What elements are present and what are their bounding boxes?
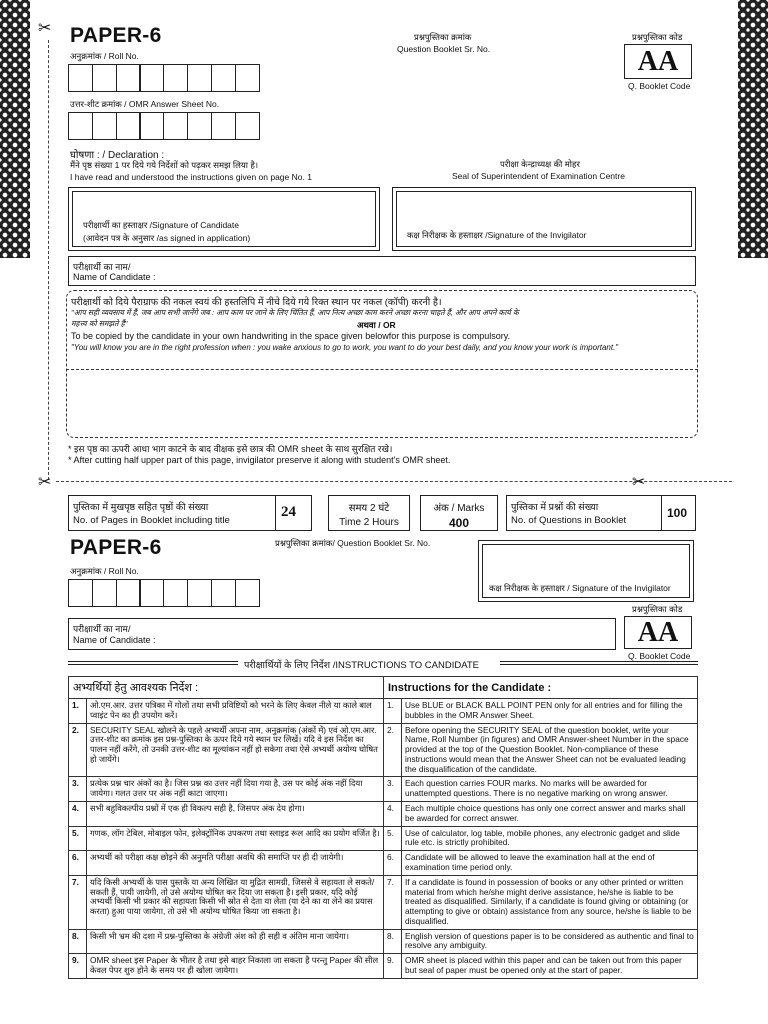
instruction-number-hi: 6. bbox=[69, 851, 87, 876]
instruction-text-en: Candidate will be allowed to leave the examination hall at the end of examination time period only. bbox=[402, 851, 698, 876]
instruction-number-en: 6. bbox=[384, 851, 402, 876]
name-en-lower: Name of Candidate : bbox=[73, 635, 156, 645]
sig-candidate-1: परीक्षार्थी का हस्ताक्षर /Signature of Candidate bbox=[83, 220, 239, 230]
candidate-name-box-lower[interactable] bbox=[68, 618, 616, 650]
roll-number-boxes-lower[interactable] bbox=[68, 579, 259, 607]
sig-invigilator-2: कक्ष निरीक्षक के हस्ताक्षर / Signature of the Invigilator bbox=[489, 583, 671, 593]
instruction-text-en: If a candidate is found in possession of books or any other printed or written material from which he/she might derive assistance, he/she is liable to be treated as disqualified. Similarly, if a candidate is found giving or obtaining (or attempting to give or obtain) assistance from any source, he/she is liable to be disqualified. bbox=[402, 875, 698, 929]
instruction-number-hi: 7. bbox=[69, 875, 87, 929]
instruction-text-en: English version of questions paper is to be considered as authentic and final to resolve any ambiguity. bbox=[402, 929, 698, 954]
note-hi: * इस पृष्ठ का ऊपरी आधा भाग काटने के बाद वीक्षक इसे छात्र की OMR sheet के साथ सुरक्षित रखे। bbox=[68, 444, 393, 454]
instruction-text-en: Each multiple choice questions has only one correct answer and marks shall be awarded for correct answer. bbox=[402, 802, 698, 827]
time-hi: समय 2 घंटे bbox=[348, 503, 390, 514]
candidate-signature-box[interactable] bbox=[68, 187, 380, 251]
pages-en: No. of Pages in Booklet including title bbox=[73, 515, 230, 526]
instruction-row bbox=[69, 929, 698, 954]
marks-label: अंक / Marks bbox=[433, 503, 485, 514]
instruction-number-en: 5. bbox=[384, 826, 402, 851]
instruction-row bbox=[69, 851, 698, 876]
cut-line-horizontal bbox=[56, 481, 732, 482]
copy-hi: परीक्षार्थी को दिये पैराग्राफ की नकल स्वयं की हस्तलिपि में नीचे दिये गये रिक्त स्थान पर नकल (कॉपी) करनी है। bbox=[71, 297, 442, 308]
instruction-number-hi: 2. bbox=[69, 723, 87, 777]
instruction-text-hi: गणक, लॉग टेबिल, मोबाइल फोन, इलेक्ट्रॉनिक उपकरण तथा स्लाइड रूल आदि का प्रयोग वर्जित है। bbox=[87, 826, 384, 851]
instructions-rule-left bbox=[68, 661, 238, 665]
omr-label: उत्तर-शीट क्रमांक / OMR Answer Sheet No. bbox=[70, 99, 220, 109]
copy-paragraph-box[interactable] bbox=[66, 290, 698, 438]
invigilator-signature-box-lower[interactable] bbox=[478, 540, 694, 602]
cut-line-vertical bbox=[48, 40, 49, 480]
questions-divider bbox=[661, 496, 662, 530]
page-title-lower: PAPER-6 bbox=[70, 536, 162, 559]
instruction-row bbox=[69, 699, 698, 724]
instruction-number-en: 2. bbox=[384, 723, 402, 777]
instruction-text-hi: SECURITY SEAL खोलने के पहले अभ्यर्थी अपना नाम, अनुक्रमांक (अंकों में) एवं ओ.एम.आर. उत्तर-शीट का क्रमांक इस प्रश्न-पुस्तिका के ऊपर दिये गये स्थान पर लिखें। यदि वे इस निर्देश का पालन नहीं करेंगे, तो उनकी उत्तर-शीट का मूल्यांकन नहीं हो सकेगा तथा ऐसे अभ्यर्थी अयोग्य घोषित हो जायेंगे। bbox=[87, 723, 384, 777]
candidate-name-box[interactable] bbox=[68, 256, 696, 286]
booklet-sr-hi: प्रश्नपुस्तिका क्रमांक bbox=[414, 32, 472, 42]
instruction-text-en: Use BLUE or BLACK BALL POINT PEN only for all entries and for filling the bubbles in the OMR Answer Sheet. bbox=[402, 699, 698, 724]
pages-divider bbox=[275, 496, 276, 530]
instruction-text-hi: ओ.एम.आर. उत्तर पत्रिका में गोलों तथा सभी प्रविष्टियों को भरने के लिए केवल नीले या काले बाल प्वाइंट पेन का ही उपयोग करें। bbox=[87, 699, 384, 724]
marks-value: 400 bbox=[448, 516, 470, 530]
invigilator-signature-box[interactable] bbox=[392, 187, 696, 251]
instruction-row bbox=[69, 802, 698, 827]
booklet-code-en-lower: Q. Booklet Code bbox=[628, 651, 691, 661]
declaration-hi: मैंने पृष्ठ संख्या 1 पर दिये गये निर्देशों को पढ़कर समझ लिया है। bbox=[70, 160, 259, 170]
instruction-number-en: 9. bbox=[384, 954, 402, 979]
name-en: Name of Candidate : bbox=[73, 272, 156, 282]
marks-box bbox=[420, 495, 498, 531]
instruction-text-hi: OMR sheet इस Paper के भीतर है तथा इसे बाहर निकाला जा सकता है परन्तु Paper की सील केवल पेपर शुरु होने के समय पर ही खोला जायेगा। bbox=[87, 954, 384, 979]
booklet-code: AA bbox=[624, 44, 692, 79]
page-title: PAPER-6 bbox=[70, 24, 162, 47]
scissors-icon: ✂ bbox=[38, 20, 52, 37]
declaration-en: I have read and understood the instructions given on page No. 1 bbox=[70, 172, 312, 182]
instruction-row bbox=[69, 777, 698, 802]
copy-quote-en: "You will know you are in the right profession when : you wake anxious to go to work, you want to do your best daily, and you know your work is important." bbox=[71, 343, 619, 352]
time-box bbox=[328, 495, 410, 531]
instruction-number-hi: 9. bbox=[69, 954, 87, 979]
instruction-text-hi: अभ्यर्थी को परीक्षा कक्ष छोड़ने की अनुमति परीक्षा अवधि की समाप्ति पर ही दी जायेगी। bbox=[87, 851, 384, 876]
instruction-text-en: Each question carries FOUR marks. No marks will be awarded for unattempted questions. There is no negative marking on wrong answer. bbox=[402, 777, 698, 802]
roll-label-lower: अनुक्रमांक / Roll No. bbox=[70, 566, 139, 576]
instructions-rule-right bbox=[500, 661, 698, 665]
booklet-sr-en: Question Booklet Sr. No. bbox=[397, 44, 491, 54]
scissors-icon: ✂ bbox=[632, 474, 646, 491]
note-en: * After cutting half upper part of this page, invigilator preserve it along with student's OMR sheet. bbox=[68, 455, 451, 465]
time-en: Time 2 Hours bbox=[339, 517, 399, 528]
declaration-head: घोषणा : / Declaration : bbox=[70, 150, 165, 161]
pages-value: 24 bbox=[281, 504, 296, 520]
instruction-text-en: Before opening the SECURITY SEAL of the question booklet, write your Name, Roll Number (in figures) and OMR Answer-sheet Number in the space provided at the top of the Question Booklet. Non-compliance of these instructions would mean that the Answer Sheet can not be evaluated leading the disqualification of the candidate. bbox=[402, 723, 698, 777]
booklet-code-hi-lower: प्रश्नपुस्तिका कोड bbox=[632, 604, 683, 614]
scissors-icon: ✂ bbox=[38, 474, 52, 491]
instruction-text-hi: प्रत्येक प्रश्न चार अंकों का है। जिस प्रश्न का उत्तर नहीं दिया गया है, उस पर कोई अंक नहीं दिया जायेगा। गलत उत्तर पर अंक नहीं काटा जाएगा। bbox=[87, 777, 384, 802]
booklet-code-lower: AA bbox=[624, 616, 692, 649]
instruction-row bbox=[69, 954, 698, 979]
right-border-pattern bbox=[738, 0, 768, 258]
copy-writing-area[interactable] bbox=[66, 369, 698, 370]
questions-en: No. of Questions in Booklet bbox=[511, 515, 627, 526]
instruction-text-hi: सभी बहुविकल्पीय प्रश्नों में एक ही विकल्प सही है, जिसपर अंक देय होगा। bbox=[87, 802, 384, 827]
instruction-number-hi: 8. bbox=[69, 929, 87, 954]
instruction-text-hi: किसी भी भ्रम की दशा में प्रश्न-पुस्तिका के अंग्रेजी अंश को ही सही व अंतिम माना जायेगा। bbox=[87, 929, 384, 954]
booklet-sr-full: प्रश्नपुस्तिका क्रमांक/ Question Booklet Sr. No. bbox=[275, 538, 431, 548]
sig-candidate-2: (आवेदन पत्र के अनुसार /as signed in application) bbox=[83, 233, 251, 243]
booklet-code-hi: प्रश्नपुस्तिका कोड bbox=[632, 32, 683, 42]
instruction-row bbox=[69, 875, 698, 929]
pages-count-box bbox=[68, 495, 312, 531]
instruction-row bbox=[69, 826, 698, 851]
left-border-pattern bbox=[0, 0, 30, 258]
name-hi-lower: परीक्षार्थी का नाम/ bbox=[73, 624, 131, 634]
questions-value: 100 bbox=[667, 506, 688, 520]
instruction-text-en: OMR sheet is placed within this paper and can be taken out from this paper but seal of paper must be opened only at the start of paper. bbox=[402, 954, 698, 979]
seal-hi: परीक्षा केन्द्राध्यक्ष की मोहर bbox=[500, 159, 580, 169]
instruction-number-en: 1. bbox=[384, 699, 402, 724]
instruction-number-hi: 4. bbox=[69, 802, 87, 827]
questions-count-box bbox=[506, 495, 696, 531]
seal-en: Seal of Superintendent of Examination Centre bbox=[452, 171, 625, 181]
roll-number-boxes[interactable] bbox=[68, 64, 259, 92]
instruction-text-hi: यदि किसी अभ्यर्थी के पास पुस्तकें या अन्य लिखित या मुद्रित सामग्री, जिससे वे सहायता ले सकते/सकती हैं, पायी जायेगी, तो उसे अयोग्य घोषित कर दिया जा सकता है। इसी प्रकार, यदि कोई अभ्यर्थी किसी भी प्रकार की सहायता किसी भी स्रोत से देता या लेता (या देने का या लेने का प्रयास करता) हुआ पाया जायेगा, तो उसे भी अयोग्य घोषित किया जा सकता है। bbox=[87, 875, 384, 929]
copy-quote-hi-1: "आप सही व्यवसाय में हैं, जब आप सभी जानेंगे जब : आप काम पर जाने के लिए चिंतित हैं, आप नित्य अच्छा काम करने अच्छा करना चाहते हैं, और आप अपने कार्य के bbox=[71, 308, 519, 317]
instruction-number-hi: 5. bbox=[69, 826, 87, 851]
name-hi: परीक्षार्थी का नाम/ bbox=[73, 262, 131, 272]
pages-hi: पुस्तिका में मुखपृष्ठ सहित पृष्ठों की संख्या bbox=[73, 502, 209, 513]
instruction-number-hi: 1. bbox=[69, 699, 87, 724]
booklet-code-en: Q. Booklet Code bbox=[628, 81, 691, 91]
roll-label: अनुक्रमांक / Roll No. bbox=[70, 51, 139, 61]
copy-en: To be copied by the candidate in your own handwriting in the space given belowfor this purpose is compulsory. bbox=[71, 331, 511, 341]
instruction-number-hi: 3. bbox=[69, 777, 87, 802]
instruction-row bbox=[69, 723, 698, 777]
col-hi-head: अभ्यर्थियों हेतु आवश्यक निर्देश : bbox=[69, 677, 384, 699]
instructions-title: परीक्षार्थियों के लिए निर्देश /INSTRUCTIONS TO CANDIDATE bbox=[244, 660, 479, 671]
instruction-number-en: 8. bbox=[384, 929, 402, 954]
instruction-number-en: 3. bbox=[384, 777, 402, 802]
instruction-number-en: 4. bbox=[384, 802, 402, 827]
or-label: अथवा / OR bbox=[357, 320, 396, 330]
questions-hi: पुस्तिका में प्रश्नों की संख्या bbox=[511, 502, 599, 513]
instruction-number-en: 7. bbox=[384, 875, 402, 929]
instructions-table bbox=[68, 676, 698, 979]
omr-number-boxes[interactable] bbox=[68, 112, 259, 140]
sig-invigilator: कक्ष निरीक्षक के हस्ताक्षर /Signature of the Invigilator bbox=[407, 230, 587, 240]
instruction-text-en: Use of calculator, log table, mobile phones, any electronic gadget and slide rule etc. is strictly prohibited. bbox=[402, 826, 698, 851]
copy-quote-hi-2: महत्त्व को समझते हैं" bbox=[71, 319, 128, 328]
col-en-head: Instructions for the Candidate : bbox=[384, 677, 698, 699]
